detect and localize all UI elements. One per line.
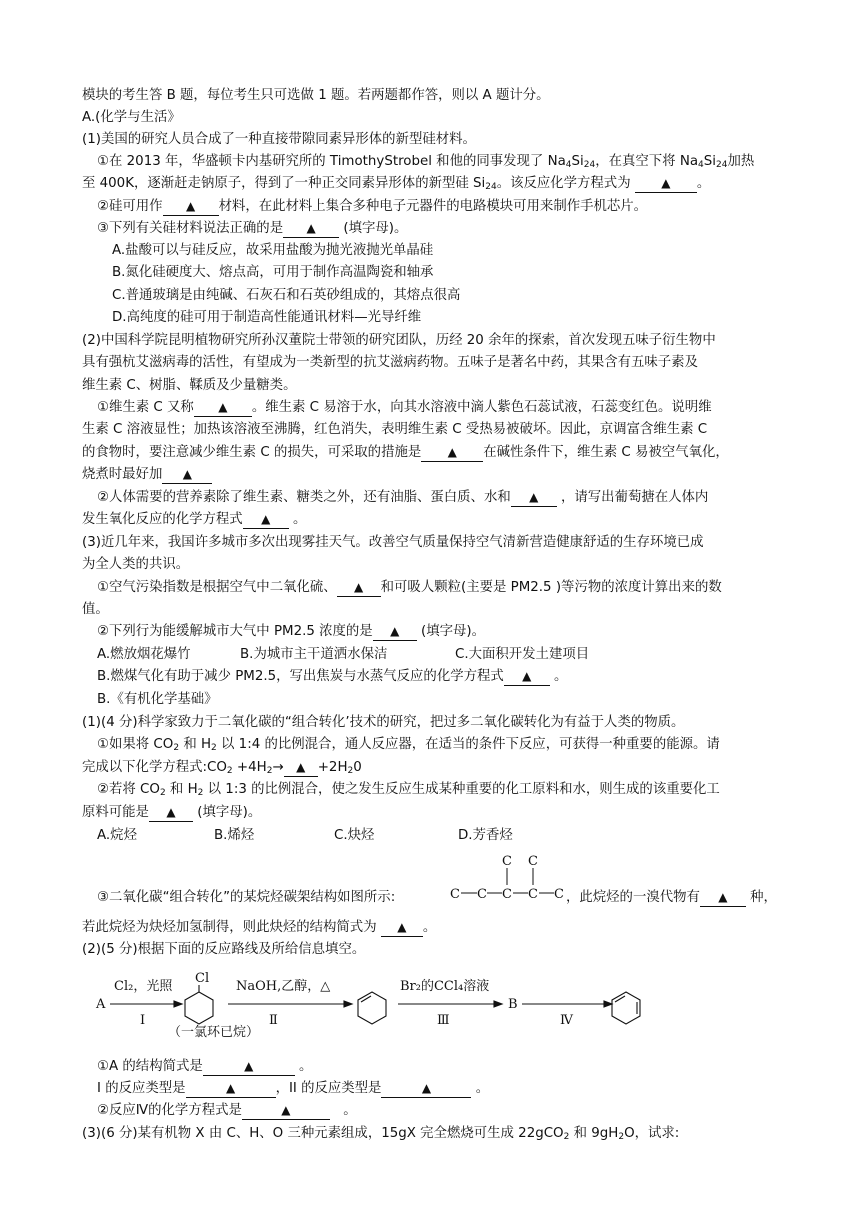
b-q1-3-line2 bbox=[82, 918, 436, 938]
b-q2-stem: (2)(5 分)根据下面的反应路线及所给信息填空。 bbox=[82, 942, 366, 957]
answer-blank[interactable] bbox=[504, 668, 550, 686]
triangle-icon: ▲ bbox=[421, 1081, 432, 1095]
text: (填字母)。 bbox=[343, 221, 408, 236]
text: 至 400K，逐渐赶走钠原子，得到了一种正交同素异形体的新型硅 Si bbox=[82, 176, 486, 191]
subscript: 24 bbox=[716, 160, 728, 170]
a-q3-stem-2: 为全人类的共识。 bbox=[82, 557, 190, 572]
intro-line: 模块的考生答 B 题，每位考生只可选做 1 题。若两题都作答，则以 A 题计分。 bbox=[82, 88, 550, 103]
text: 加热 bbox=[727, 154, 755, 169]
triangle-icon: ▲ bbox=[397, 920, 407, 934]
triangle-icon: ▲ bbox=[522, 669, 532, 683]
triangle-icon: ▲ bbox=[281, 1103, 291, 1117]
a-q2-1-line2: 生素 C 溶液显性；加热该溶液至沸腾，红色消失，表明维生素 C 受热易被破坏。因此，京调富含维生素 C bbox=[82, 422, 708, 437]
triangle-icon: ▲ bbox=[529, 490, 539, 504]
text: ①维生素 C 又称 bbox=[97, 400, 194, 415]
text: +4H bbox=[232, 760, 267, 775]
text: 和可吸人颗粒(主要是 PM2.5 )等污物的浓度计算出来的数 bbox=[380, 580, 722, 595]
answer-blank[interactable] bbox=[373, 623, 417, 641]
a-q3-2 bbox=[97, 622, 485, 642]
b-q1-stem: (1)(4 分)科学家致力于二氧化碳的“组合转化’技术的研究，把过多二氧化碳转化为有益于人类的物质。 bbox=[82, 715, 685, 730]
triangle-icon: ▲ bbox=[306, 221, 316, 235]
b-q3-stem bbox=[82, 1124, 679, 1147]
cyclohexene-ring bbox=[358, 992, 386, 1024]
triangle-icon: ▲ bbox=[166, 805, 176, 819]
b-q2-1 bbox=[97, 1057, 312, 1077]
text: 。 bbox=[422, 920, 437, 935]
answer-blank[interactable] bbox=[337, 579, 381, 597]
a-q1-3 bbox=[97, 219, 407, 239]
text: ③下列有关硅材料说法正确的是 bbox=[97, 221, 284, 236]
text: 若此烷烃为炔烃加氢制得，则此炔烃的结构简式为 bbox=[82, 920, 377, 935]
a-q2-stem-2: 具有强杭艾滋病毒的活性，有望成为一类新型的抗艾滋病药物。五味子是著名中药，其果含有五味子素及 bbox=[82, 355, 698, 370]
step2-label: Ⅱ bbox=[269, 1013, 278, 1028]
step4-label: Ⅳ bbox=[560, 1013, 573, 1028]
subscript: 24 bbox=[583, 160, 596, 170]
a-q3-1-line2: 值。 bbox=[82, 602, 109, 617]
chlorocyclohexane-ring bbox=[185, 992, 213, 1024]
chlorine-label: Cl bbox=[195, 971, 210, 986]
chlorocyclohexane-name: （一氯环已烷） bbox=[168, 1025, 260, 1040]
text: 。 bbox=[299, 1059, 313, 1074]
arrowhead-icon bbox=[604, 1001, 612, 1007]
triangle-icon: ▲ bbox=[185, 199, 196, 213]
answer-blank[interactable] bbox=[194, 399, 252, 417]
b-q1-2-opt-c: C.炔烃 bbox=[334, 828, 375, 843]
text: ②反应Ⅳ的化学方程式是 bbox=[97, 1103, 242, 1118]
carbon-atom: C bbox=[554, 887, 564, 902]
carbon-atom: C bbox=[450, 887, 460, 902]
text: I 的反应类型是 bbox=[97, 1081, 186, 1096]
triangle-icon: ▲ bbox=[218, 400, 228, 414]
a-q1-stem: (1)美国的研究人员合成了一种直接带隙同素异形体的新型硅材料。 bbox=[82, 132, 476, 147]
text: ②若将 CO bbox=[97, 782, 160, 797]
triangle-icon: ▲ bbox=[661, 176, 671, 190]
text: ②下列行为能缓解城市大气中 PM2.5 浓度的是 bbox=[97, 624, 373, 639]
answer-blank[interactable] bbox=[242, 1102, 330, 1120]
text: 以 1:3 的比例混合，使之发生反应生成某种重要的化工原料和水，则生成的该重要化工 bbox=[203, 782, 720, 797]
text: 。 bbox=[554, 669, 568, 684]
a-q3-1-line1 bbox=[97, 578, 722, 598]
step1-condition: Cl₂，光照 bbox=[114, 979, 173, 994]
a-q1-1-line1: ①在 2013 年，华盛顿卡内基研究所的 TimothyStrobel 和他的同事发现了 $Na_4Si_{24}$，在真空下将 $Na_4Si_{24}$加热 bbox=[97, 154, 755, 170]
subscript: 2 bbox=[197, 788, 204, 798]
answer-blank[interactable] bbox=[283, 220, 339, 238]
step2-condition: NaOH,乙醇，△ bbox=[236, 979, 331, 994]
triangle-icon: ▲ bbox=[244, 1059, 254, 1073]
text: ，在真空下将 Na bbox=[595, 154, 699, 169]
a-q1-3-opt-c: C.普通玻璃是由纯碱、石灰石和石英砂组成的，其熔点很高 bbox=[112, 288, 461, 303]
carbon-skeleton-diagram bbox=[450, 852, 564, 904]
text: ②人体需要的营养素除了维生素、糖类之外，还有油脂、蛋白质、水和 bbox=[97, 490, 511, 505]
answer-blank[interactable] bbox=[162, 466, 212, 484]
carbon-atom: C bbox=[502, 854, 512, 869]
answer-blank[interactable] bbox=[421, 444, 483, 462]
triangle-icon: ▲ bbox=[296, 760, 306, 774]
text: 。 bbox=[475, 1081, 490, 1096]
reaction-route-diagram bbox=[92, 962, 652, 1040]
subscript: 2 bbox=[173, 743, 180, 753]
triangle-icon: ▲ bbox=[261, 512, 271, 526]
subscript: 2 bbox=[266, 766, 273, 776]
answer-blank[interactable] bbox=[284, 759, 318, 777]
text: 。 bbox=[343, 1103, 357, 1118]
text: ①如果将 CO bbox=[97, 737, 174, 752]
compound-b-label: B bbox=[508, 997, 518, 1012]
text: 种， bbox=[750, 890, 777, 905]
b-q2-types bbox=[97, 1079, 489, 1099]
answer-blank[interactable] bbox=[511, 489, 557, 507]
text: (填字母)。 bbox=[420, 624, 485, 639]
subscript: 4 bbox=[565, 160, 572, 170]
text: 和 9gH bbox=[569, 1126, 619, 1141]
arrowhead-icon bbox=[174, 1001, 182, 1007]
text: 。维生素 C 易溶于水，向其水溶液中滴人紫色石蕊试液，石蕊变红色。说明维 bbox=[251, 400, 712, 415]
text: 的食物时，要注意减少维生素 C 的损失，可采取的措施是 bbox=[82, 445, 422, 460]
b-q1-1-line2 bbox=[82, 758, 362, 781]
a-q3-stem-1: (3)近几年来，我国许多城市多次出现雾挂天气。改善空气质量保持空气清新营造健康舒适的生存环境已成 bbox=[82, 535, 704, 550]
text: ，请写出葡萄搪在人体内 bbox=[561, 490, 709, 505]
text: 以 1:4 的比例混合，通人反应器，在适当的条件下反应，可获得一种重要的能源。请 bbox=[216, 737, 720, 752]
text: ①空气污染指数是根据空气中二氧化硫、 bbox=[97, 580, 337, 595]
text: 在碱性条件下，维生素 C 易被空气氧化， bbox=[483, 445, 729, 460]
text: ，II 的反应类型是 bbox=[275, 1081, 382, 1096]
text: 材料，在此材料上集合多种电子元器件的电路模块可用来制作手机芯片。 bbox=[218, 199, 648, 214]
subscript: 24 bbox=[485, 182, 497, 192]
text: 和 H bbox=[179, 737, 212, 752]
b-q1-3-line1-right bbox=[566, 888, 777, 908]
answer-blank[interactable] bbox=[149, 804, 193, 822]
subscript: 2 bbox=[563, 1132, 570, 1142]
answer-blank[interactable] bbox=[203, 1058, 295, 1076]
section-a-title: A.(化学与生活》 bbox=[82, 110, 181, 125]
a-q2-1-line4 bbox=[82, 465, 212, 485]
a-q2-stem-3: 维生素 C、树脂、鞣质及少量糖类。 bbox=[82, 378, 297, 393]
subscript: 2 bbox=[211, 743, 217, 753]
text: O，试求: bbox=[624, 1126, 680, 1141]
a-q3-2-opt-a: A.燃放烟花爆竹 bbox=[97, 647, 191, 662]
subscript: 2 bbox=[159, 788, 166, 798]
step1-label: Ⅰ bbox=[140, 1013, 146, 1028]
section-b-title: B.《有机化学基础》 bbox=[97, 692, 218, 707]
b-q1-2-line1 bbox=[97, 780, 720, 803]
text: → bbox=[272, 760, 284, 775]
text: 原料可能是 bbox=[82, 805, 149, 820]
a-q3-3 bbox=[97, 667, 567, 687]
carbon-atom: C bbox=[477, 887, 487, 902]
a-q1-2 bbox=[97, 197, 647, 217]
answer-blank[interactable] bbox=[381, 1080, 471, 1098]
text: +2H bbox=[317, 760, 348, 775]
answer-blank[interactable] bbox=[635, 175, 697, 193]
a-q2-stem-1: (2)中国科学院昆明植物研究所孙汉董院士带领的研究团队，历经 20 余年的探索，首次发现五味子衍生物中 bbox=[82, 333, 716, 348]
answer-blank[interactable] bbox=[186, 1080, 276, 1098]
cyclohexadiene-ring bbox=[612, 992, 640, 1024]
carbon-atom: C bbox=[502, 887, 512, 902]
subscript: 2 bbox=[347, 766, 354, 776]
text: 。该反应化学方程式为 bbox=[496, 176, 631, 191]
carbon-atom: C bbox=[528, 887, 538, 902]
a-q2-2-line1 bbox=[97, 488, 708, 508]
a-q1-1-line2: 至 400K，逐渐赶走钠原子，得到了一种正交同素异形体的新型硅 $Si_{24}$。该反应化学方程式为 ▲ 。 bbox=[82, 176, 711, 192]
triangle-icon: ▲ bbox=[354, 580, 364, 594]
arrowhead-icon bbox=[494, 1001, 502, 1007]
answer-blank[interactable] bbox=[243, 511, 289, 529]
text: ①在 2013 年，华盛顿卡内基研究所的 TimothyStrobel 和他的同事发现了 Na bbox=[97, 154, 566, 169]
compound-a-label: A bbox=[96, 997, 106, 1012]
a-q1-3-opt-b: B.氮化硅硬度大、熔点高，可用于制作高温陶瓷和轴承 bbox=[112, 265, 434, 280]
subscript: 2 bbox=[618, 1132, 625, 1142]
a-q2-1-line3 bbox=[82, 443, 729, 463]
a-q3-2-opt-b: B.为城市主干道洒水保洁 bbox=[240, 647, 388, 662]
text: ②硅可用作 bbox=[97, 199, 163, 214]
b-q1-3-line1-left: ③二氧化碳“组合转化”的某烷烃碳架结构如图所示: bbox=[97, 890, 396, 905]
carbon-atom: C bbox=[528, 854, 538, 869]
triangle-icon: ▲ bbox=[390, 624, 400, 638]
subscript: 4 bbox=[698, 160, 704, 170]
step3-condition: Br₂的CCl₄溶液 bbox=[400, 979, 490, 994]
b-q1-1-line1 bbox=[97, 735, 720, 758]
a-q1-3-opt-d: D.高纯度的硅可用于制造高性能通讯材料—光导纤维 bbox=[112, 310, 422, 325]
triangle-icon: ▲ bbox=[225, 1081, 236, 1095]
text: 发生氧化反应的化学方程式 bbox=[82, 512, 243, 527]
intro-text bbox=[82, 86, 550, 106]
text: ①A 的结构简式是 bbox=[97, 1059, 203, 1074]
triangle-icon: ▲ bbox=[718, 890, 728, 904]
subscript: 2 bbox=[226, 766, 233, 776]
step3-label: Ⅲ bbox=[437, 1013, 450, 1028]
text: B.燃煤气化有助于减少 PM2.5，写出焦炭与水蒸气反应的化学方程式 bbox=[97, 669, 504, 684]
arrowhead-icon bbox=[344, 1001, 352, 1007]
text: 0 bbox=[353, 760, 362, 775]
b-q1-2-opt-d: D.芳香烃 bbox=[458, 828, 513, 843]
text: (填字母)。 bbox=[197, 805, 262, 820]
a-q2-1-line1 bbox=[97, 398, 712, 418]
a-q2-2-line2: 发生氧化反应的化学方程式 ▲ 。 bbox=[82, 512, 307, 527]
b-q2-2 bbox=[97, 1101, 357, 1121]
triangle-icon: ▲ bbox=[447, 445, 457, 459]
text: 和 H bbox=[165, 782, 198, 797]
answer-blank[interactable] bbox=[700, 889, 746, 907]
b-q1-2-opt-b: B.烯烃 bbox=[214, 828, 255, 843]
answer-blank[interactable] bbox=[163, 198, 219, 216]
text: 完成以下化学方程式:CO bbox=[82, 760, 227, 775]
a-q1-3-opt-a: A.盐酸可以与硅反应，故采用盐酸为抛光液抛光单晶硅 bbox=[112, 243, 434, 258]
text: 烧煮时最好加 bbox=[82, 467, 163, 482]
answer-blank[interactable] bbox=[381, 919, 423, 937]
text: ，此烷烃的一溴代物有 bbox=[566, 890, 700, 905]
triangle-icon: ▲ bbox=[182, 467, 192, 481]
text: (3)(6 分)某有机物 X 由 C、H、O 三种元素组成，15gX 完全燃烧可生成 22gCO bbox=[82, 1126, 564, 1141]
b-q1-2-opt-a: A.烷烃 bbox=[97, 828, 137, 843]
a-q3-2-opt-c: C.大面积开发土建项目 bbox=[455, 647, 590, 662]
b-q1-2-line2 bbox=[82, 803, 261, 823]
